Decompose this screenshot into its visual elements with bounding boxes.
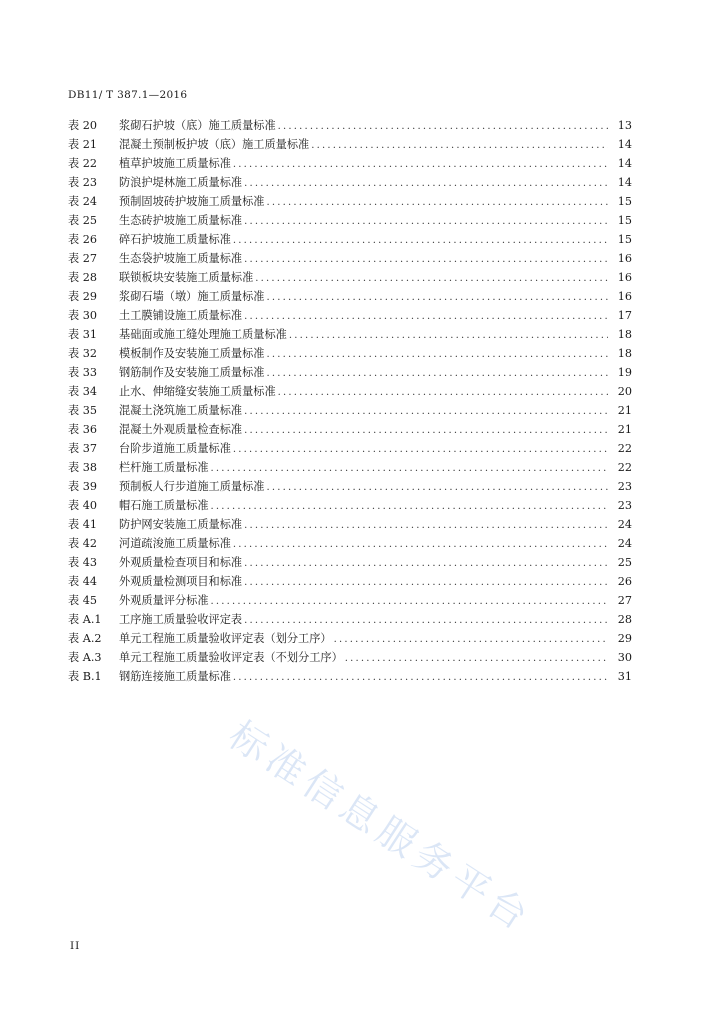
toc-entry-title: 碎石护坡施工质量标准: [119, 233, 231, 246]
toc-entry-page: 23: [617, 480, 632, 493]
toc-entry-number: 表 32: [68, 347, 97, 360]
toc-entry-page: 16: [617, 252, 632, 265]
toc-entry[interactable]: [68, 630, 632, 649]
toc-entry[interactable]: [68, 592, 632, 611]
toc-entry-title: 钢筋制作及安装施工质量标准: [119, 366, 265, 379]
toc-entry-number: 表 29: [68, 290, 97, 303]
toc-entry-number: 表 30: [68, 309, 97, 322]
toc-entry-number: 表 35: [68, 404, 97, 417]
toc-entry-number: 表 38: [68, 461, 97, 474]
toc-entry-number: 表 34: [68, 385, 97, 398]
toc-entry[interactable]: [68, 497, 632, 516]
toc-entry-page: 16: [617, 290, 632, 303]
toc-entry-number: 表 36: [68, 423, 97, 436]
toc-dot-leader: [233, 235, 608, 246]
toc-dot-leader: [211, 463, 608, 474]
toc-entry-title: 土工膜铺设施工质量标准: [119, 309, 243, 322]
toc-dot-leader: [244, 615, 608, 626]
toc-dot-leader: [233, 444, 608, 455]
toc-entry-title: 混凝土浇筑施工质量标准: [119, 404, 243, 417]
toc-entry-page: 15: [617, 214, 632, 227]
toc-entry[interactable]: [68, 516, 632, 535]
toc-entry[interactable]: [68, 174, 632, 193]
toc-entry[interactable]: [68, 535, 632, 554]
toc-entry-number: 表 37: [68, 442, 97, 455]
toc-entry-page: 15: [617, 195, 632, 208]
toc-entry-number: 表 44: [68, 575, 97, 588]
toc-entry-number: 表 39: [68, 480, 97, 493]
toc-entry-title: 单元工程施工质量验收评定表（不划分工序）: [119, 651, 343, 664]
toc-entry-title: 混凝土外观质量检查标准: [119, 423, 243, 436]
table-of-contents: [68, 117, 632, 687]
toc-entry[interactable]: [68, 269, 632, 288]
toc-entry[interactable]: [68, 288, 632, 307]
toc-entry-number: 表 43: [68, 556, 97, 569]
toc-entry[interactable]: [68, 250, 632, 269]
toc-dot-leader: [244, 216, 608, 227]
toc-entry-title: 栏杆施工质量标准: [119, 461, 209, 474]
toc-entry-number: 表 41: [68, 518, 97, 531]
toc-dot-leader: [244, 311, 608, 322]
toc-entry-title: 外观质量评分标准: [119, 594, 209, 607]
toc-entry-title: 防浪护堤林施工质量标准: [119, 176, 243, 189]
toc-entry-page: 15: [617, 233, 632, 246]
toc-dot-leader: [334, 634, 608, 645]
toc-entry-title: 混凝土预制板护坡（底）施工质量标准: [119, 138, 310, 151]
toc-entry-number: 表 23: [68, 176, 97, 189]
toc-entry-number: 表 A.3: [68, 651, 102, 664]
toc-entry[interactable]: [68, 212, 632, 231]
toc-entry-page: 16: [617, 271, 632, 284]
toc-entry[interactable]: [68, 383, 632, 402]
toc-entry-number: 表 26: [68, 233, 97, 246]
toc-entry-page: 31: [617, 670, 632, 683]
toc-entry-title: 止水、伸缩缝安装施工质量标准: [119, 385, 276, 398]
toc-entry-number: 表 24: [68, 195, 97, 208]
toc-dot-leader: [244, 254, 608, 265]
toc-entry[interactable]: [68, 440, 632, 459]
toc-entry[interactable]: [68, 668, 632, 687]
toc-entry-number: 表 25: [68, 214, 97, 227]
toc-entry-title: 外观质量检查项目和标准: [119, 556, 243, 569]
toc-dot-leader: [211, 501, 608, 512]
toc-entry-number: 表 31: [68, 328, 97, 341]
toc-entry-title: 基础面或施工缝处理施工质量标准: [119, 328, 287, 341]
toc-entry-number: 表 33: [68, 366, 97, 379]
toc-entry-page: 14: [617, 138, 632, 151]
toc-dot-leader: [266, 482, 608, 493]
toc-dot-leader: [266, 349, 608, 360]
toc-entry[interactable]: [68, 345, 632, 364]
toc-entry[interactable]: [68, 459, 632, 478]
toc-entry[interactable]: [68, 573, 632, 592]
toc-entry-number: 表 20: [68, 119, 97, 132]
toc-entry-title: 外观质量检测项目和标准: [119, 575, 243, 588]
toc-dot-leader: [278, 387, 608, 398]
toc-entry[interactable]: [68, 231, 632, 250]
toc-dot-leader: [244, 406, 608, 417]
toc-dot-leader: [244, 577, 608, 588]
toc-dot-leader: [345, 653, 608, 664]
toc-dot-leader: [244, 520, 608, 531]
toc-entry-title: 工序施工质量验收评定表: [119, 613, 243, 626]
toc-entry-page: 17: [617, 309, 632, 322]
toc-entry[interactable]: [68, 611, 632, 630]
toc-entry-number: 表 40: [68, 499, 97, 512]
toc-entry-number: 表 45: [68, 594, 97, 607]
toc-entry-page: 24: [617, 518, 632, 531]
toc-entry-page: 26: [617, 575, 632, 588]
toc-dot-leader: [289, 330, 608, 341]
toc-entry[interactable]: [68, 554, 632, 573]
toc-entry-number: 表 B.1: [68, 670, 102, 683]
toc-entry-page: 22: [617, 461, 632, 474]
toc-entry-title: 植草护坡施工质量标准: [119, 157, 231, 170]
toc-entry-page: 25: [617, 556, 632, 569]
toc-dot-leader: [278, 121, 608, 132]
toc-entry[interactable]: [68, 136, 632, 155]
toc-entry-page: 28: [617, 613, 632, 626]
toc-entry[interactable]: [68, 421, 632, 440]
toc-entry[interactable]: [68, 155, 632, 174]
toc-dot-leader: [255, 273, 608, 284]
toc-entry[interactable]: [68, 364, 632, 383]
toc-entry-number: 表 A.2: [68, 632, 102, 645]
toc-entry-title: 帽石施工质量标准: [119, 499, 209, 512]
toc-entry-page: 23: [617, 499, 632, 512]
toc-entry-page: 20: [617, 385, 632, 398]
toc-dot-leader: [211, 596, 608, 607]
toc-entry-page: 27: [617, 594, 632, 607]
toc-entry[interactable]: [68, 326, 632, 345]
toc-dot-leader: [266, 292, 608, 303]
toc-entry-title: 防护网安装施工质量标准: [119, 518, 243, 531]
toc-dot-leader: [244, 558, 608, 569]
toc-entry[interactable]: [68, 117, 632, 136]
toc-dot-leader: [244, 425, 608, 436]
toc-entry-number: 表 28: [68, 271, 97, 284]
toc-dot-leader: [233, 539, 608, 550]
toc-entry-title: 联锁板块安装施工质量标准: [119, 271, 254, 284]
toc-dot-leader: [233, 159, 608, 170]
toc-entry-title: 生态砖护坡施工质量标准: [119, 214, 243, 227]
toc-dot-leader: [311, 140, 608, 151]
toc-entry-number: 表 42: [68, 537, 97, 550]
toc-dot-leader: [233, 672, 608, 683]
toc-entry-page: 24: [617, 537, 632, 550]
toc-entry-number: 表 21: [68, 138, 97, 151]
toc-entry-number: 表 22: [68, 157, 97, 170]
toc-dot-leader: [244, 178, 608, 189]
toc-entry-number: 表 27: [68, 252, 97, 265]
watermark-text: 标准信息服务平台: [221, 712, 541, 942]
toc-entry-page: 29: [617, 632, 632, 645]
document-code-header: DB11/ T 387.1—2016: [68, 89, 188, 101]
toc-entry[interactable]: [68, 307, 632, 326]
toc-entry-page: 19: [617, 366, 632, 379]
toc-entry-title: 生态袋护坡施工质量标准: [119, 252, 243, 265]
toc-entry-title: 钢筋连接施工质量标准: [119, 670, 231, 683]
toc-entry[interactable]: [68, 402, 632, 421]
toc-dot-leader: [266, 368, 608, 379]
toc-entry[interactable]: [68, 193, 632, 212]
toc-entry-title: 模板制作及安装施工质量标准: [119, 347, 265, 360]
toc-entry-title: 河道疏浚施工质量标准: [119, 537, 231, 550]
toc-entry-number: 表 A.1: [68, 613, 102, 626]
toc-entry-page: 21: [617, 404, 632, 417]
toc-entry-page: 18: [617, 328, 632, 341]
toc-entry-page: 14: [617, 157, 632, 170]
toc-entry-page: 22: [617, 442, 632, 455]
toc-dot-leader: [266, 197, 608, 208]
toc-entry-title: 浆砌石墙（墩）施工质量标准: [119, 290, 265, 303]
toc-entry-page: 14: [617, 176, 632, 189]
toc-entry-page: 13: [617, 119, 632, 132]
toc-entry-title: 台阶步道施工质量标准: [119, 442, 231, 455]
toc-entry[interactable]: [68, 649, 632, 668]
toc-entry-title: 预制固坡砖护坡施工质量标准: [119, 195, 265, 208]
toc-entry[interactable]: [68, 478, 632, 497]
page-number-footer: II: [70, 940, 81, 952]
toc-entry-title: 浆砌石护坡（底）施工质量标准: [119, 119, 276, 132]
toc-entry-page: 30: [617, 651, 632, 664]
toc-entry-title: 单元工程施工质量验收评定表（划分工序）: [119, 632, 332, 645]
toc-entry-title: 预制板人行步道施工质量标准: [119, 480, 265, 493]
toc-entry-page: 21: [617, 423, 632, 436]
toc-entry-page: 18: [617, 347, 632, 360]
